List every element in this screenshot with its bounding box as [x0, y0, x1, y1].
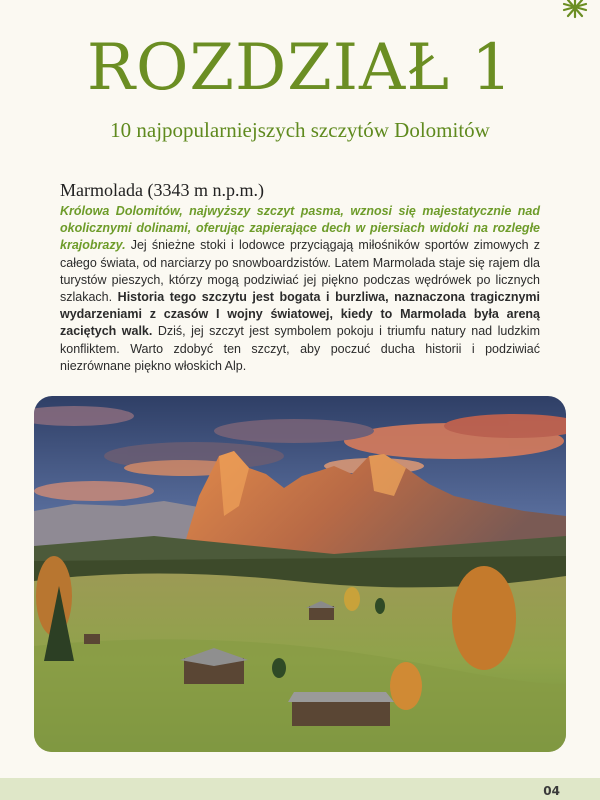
footer-bar [0, 778, 600, 800]
star-icon [558, 0, 592, 20]
chapter-title: ROZDZIAŁ 1 [86, 31, 514, 105]
body-text: Jej śnieżne stoki i lodowce przyciągają miłośników sportów zimowych z całego świata, od narciarzy po snowboardzistów. Latem Marmolada staje się rajem dla turystów pieszych, którzy mogą podziwiać jej piękno podczas wędrówek po licznych szlakach. [60, 238, 540, 305]
body-text: Dziś, jej szczyt jest symbolem pokoju i triumfu natury nad ludzkim konfliktem. Warto zdobyć ten szczyt, aby poczuć ducha historii i podziwiać niezrównane piękno włoskich Alp. [60, 324, 541, 373]
page-number: 04 [543, 784, 560, 798]
emphasis-text: Historia tego szczytu jest bogata i burzliwa, naznaczona tragicznymi wydarzeniami z czasów I wojny światowej, kiedy to Marmolada była areną zaciętych walk. [60, 290, 540, 339]
mountain-photo [34, 396, 566, 752]
section-heading: Marmolada (3343 m n.p.m.) [60, 180, 264, 200]
section-paragraph [60, 203, 540, 375]
lead-text: Królowa Dolomitów, najwyższy szczyt pasma, wznosi się majestatycznie nad okolicznymi dolinami, oferując zapierające dech w piersiach widoki na rozległe krajobrazy. [60, 204, 540, 253]
chapter-subtitle: 10 najpopularniejszych szczytów Dolomitów [110, 118, 490, 142]
